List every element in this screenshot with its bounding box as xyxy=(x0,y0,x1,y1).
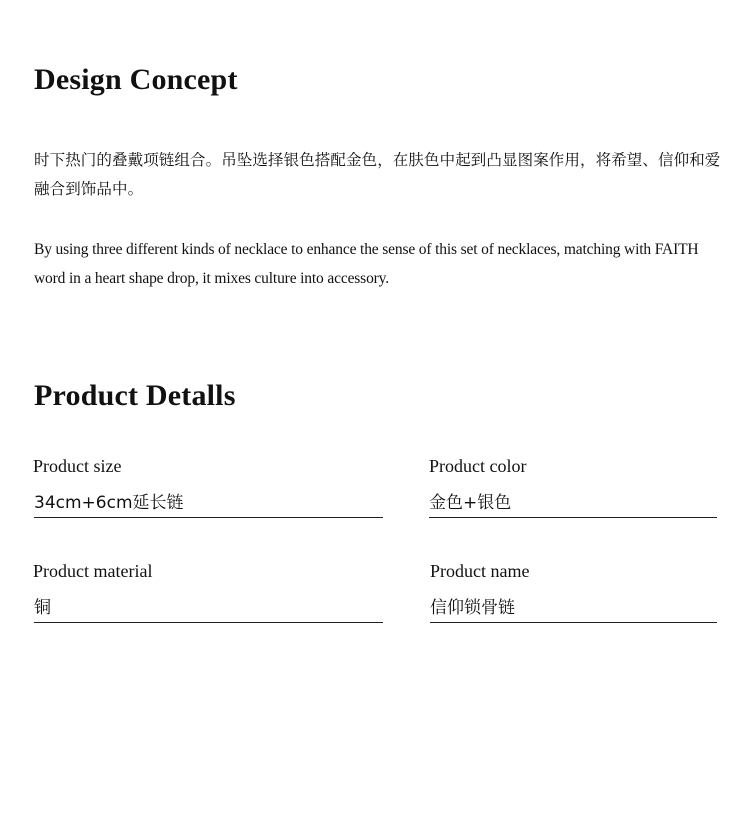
product-name-value: 信仰锁骨链 xyxy=(430,597,717,623)
product-color-value: 金色+银色 xyxy=(429,492,717,518)
product-material-value: 铜 xyxy=(34,597,383,623)
design-concept-title: Design Concept xyxy=(34,63,238,96)
product-material-field xyxy=(33,559,383,623)
product-size-label: Product size xyxy=(33,456,122,476)
product-name-field xyxy=(430,559,717,623)
product-size-value: 34cm+6cm延长链 xyxy=(34,492,383,518)
product-size-field xyxy=(33,454,383,518)
design-concept-chinese-text: 时下热门的叠戴项链组合。吊坠选择银色搭配金色，在肤色中起到凸显图案作用，将希望、信仰和爱融合到饰品中。 xyxy=(34,151,721,198)
design-concept-english-text: By using three different kinds of necklace to enhance the sense of this set of necklaces, matching with FAITH word in a heart shape drop, it mixes culture into accessory. xyxy=(34,241,699,287)
product-name-label: Product name xyxy=(430,561,530,581)
product-color-label: Product color xyxy=(429,456,527,476)
product-details-title: Product Detalls xyxy=(34,379,236,412)
product-color-field xyxy=(429,454,717,518)
product-material-label: Product material xyxy=(33,561,153,581)
